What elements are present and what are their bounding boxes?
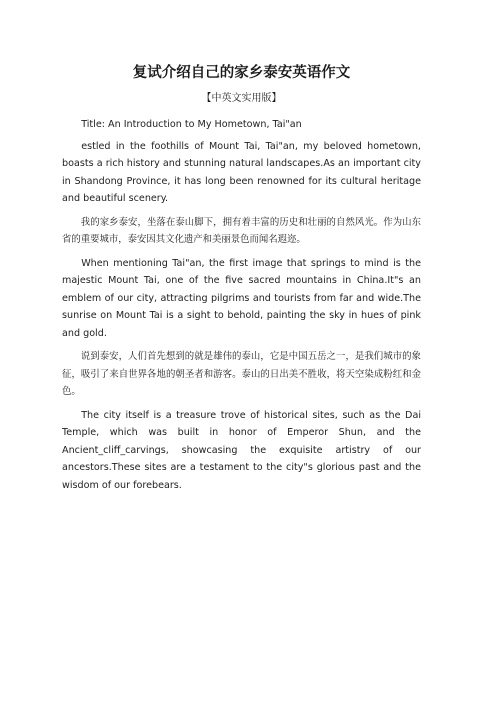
document-subtitle: 【中英文实用版】 <box>201 93 282 104</box>
paragraph-en-1: estled in the foothills of Mount Tai, Tai"an, my beloved hometown, boasts a rich history and stunning natural landscapes.As an important city in Shandong Province, it has long been renowned for its cultural heritage and beautiful scenery. <box>62 140 421 204</box>
document-title: 复试介绍自己的家乡泰安英语作文 <box>132 65 351 81</box>
paragraph-en-2: When mentioning Tai"an, the first image that springs to mind is the majestic Mount Tai, one of the five sacred mountains in China.It"s an emblem of our city, attracting pilgrims and tourists from far and wide.The sunrise on Mount Tai is a sight to behold, painting the sky in hues of pink and gold. <box>62 257 421 339</box>
paragraph-cn-1: 我的家乡泰安，坐落在泰山脚下，拥有着丰富的历史和壮丽的自然风光。作为山东省的重要城市，泰安因其文化遗产和美丽景色而闻名遐迩。 <box>62 216 421 245</box>
document-body <box>62 63 421 500</box>
essay-title-line: Title: An Introduction to My Hometown, Tai"an <box>81 119 302 130</box>
paragraph-cn-2: 说到泰安，人们首先想到的就是雄伟的泰山，它是中国五岳之一，是我们城市的象征，吸引了来自世界各地的朝圣者和游客。泰山的日出美不胜收，将天空染成粉红和金色。 <box>62 351 421 397</box>
paragraph-en-3: The city itself is a treasure trove of historical sites, such as the Dai Temple, which was built in honor of Emperor Shun, and the Ancient_cliff_carvings, showcasing the exquisite artistry of our ancestors.These sites are a testament to the city"s glorious past and the wisdom of our forebears. <box>62 409 421 491</box>
